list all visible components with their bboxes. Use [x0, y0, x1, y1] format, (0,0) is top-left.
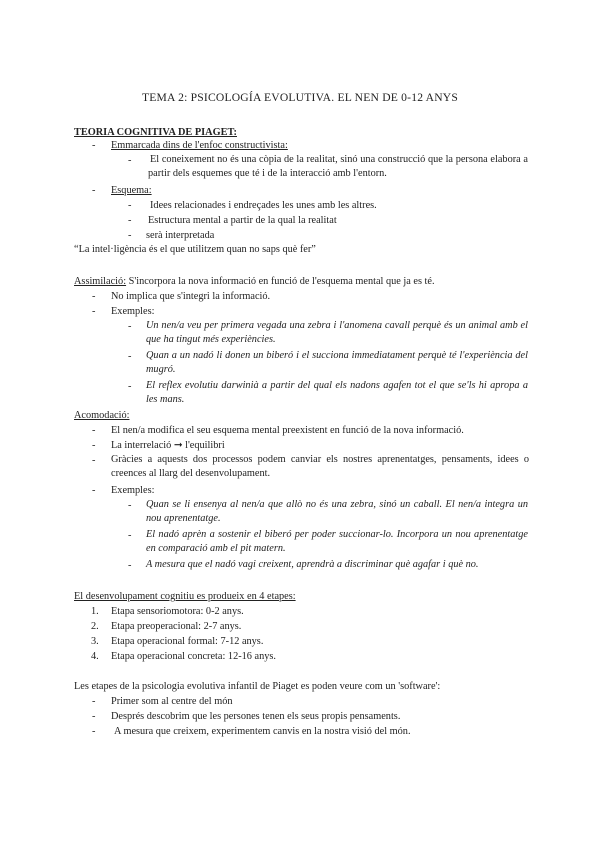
- acomodacio-example: A mesura que el nadó vagi creixent, aprendrà a discriminar què agafar i què no.: [146, 559, 479, 570]
- bullet-dash: -: [128, 230, 132, 241]
- etapa-number: 4.: [91, 651, 99, 662]
- bullet-dash: -: [92, 711, 96, 722]
- acomodacio-example: El nadó aprèn a sostenir el biberó per poder succionar-lo. Incorpora un nou aprenentatge en comparació amb el pit matern.: [146, 529, 528, 554]
- etapa-number: 1.: [91, 606, 99, 617]
- bullet-dash: -: [92, 455, 96, 466]
- acomodacio-example: Quan se li ensenya al nen/a que allò no és una zebra, sinó un caball. El nen/a integra un nou aprenentatge.: [146, 499, 528, 524]
- acomodacio-item: Exemples:: [111, 485, 155, 496]
- bullet-dash: -: [128, 560, 132, 571]
- etapa-text: Etapa sensoriomotora: 0-2 anys.: [111, 606, 244, 617]
- bullet-dash: -: [128, 321, 132, 332]
- assimilacio-text: S'incorpora la nova informació en funció de l'esquema mental que ja es té.: [126, 276, 435, 287]
- acomodacio-item: La interrelació ➞ l'equilibri: [111, 440, 225, 451]
- assimilacio-line: [74, 275, 435, 288]
- assimilacio-example: Un nen/a veu per primera vegada una zebra i l'anomena cavall perquè és un animal amb el que ha tingut més experiències.: [146, 320, 528, 345]
- assimilacio-label: Assimilació:: [74, 276, 127, 287]
- acomodacio-item: El nen/a modifica el seu esquema mental preexistent en funció de la nova informació.: [111, 425, 464, 436]
- etapa-number: 3.: [91, 636, 99, 647]
- assimilacio-item: No implica que s'integri la informació.: [111, 291, 271, 302]
- bullet-dash: -: [128, 155, 132, 166]
- quote: “La intel·ligència és el que utilitzem quan no saps què fer”: [74, 244, 316, 255]
- bullet-dash: -: [128, 381, 132, 392]
- etapa-text: Etapa preoperacional: 2-7 anys.: [111, 621, 242, 632]
- bullet-dash: -: [92, 696, 96, 707]
- assimilacio-example: Quan a un nadó li donen un biberó i el succiona immediatament perquè té l'experiència del mugró.: [146, 350, 528, 375]
- enfoc-label: Emmarcada dins de l'enfoc constructivista:: [111, 140, 288, 151]
- bullet-dash: -: [128, 215, 132, 226]
- bullet-dash: -: [92, 185, 96, 196]
- software-item: A mesura que creixem, experimentem canvis en la nostra visió del món.: [114, 726, 411, 737]
- software-item: Primer som al centre del món: [111, 696, 233, 707]
- assimilacio-item: Exemples:: [111, 306, 155, 317]
- esquema-item: Estructura mental a partir de la qual la realitat: [148, 215, 337, 226]
- esquema-label: Esquema:: [111, 185, 152, 196]
- bullet-dash: -: [92, 425, 96, 436]
- bullet-dash: -: [128, 500, 132, 511]
- teoria-heading: TEORIA COGNITIVA DE PIAGET:: [74, 127, 237, 138]
- etapa-text: Etapa operacional formal: 7-12 anys.: [111, 636, 264, 647]
- bullet-dash: -: [128, 200, 132, 211]
- etapa-text: Etapa operacional concreta: 12-16 anys.: [111, 651, 276, 662]
- software-item: Després descobrim que les persones tenen els seus propis pensaments.: [111, 711, 401, 722]
- bullet-dash: -: [92, 726, 96, 737]
- acomodacio-label: Acomodació:: [74, 410, 130, 421]
- acomodacio-item: Gràcies a aquests dos processos podem canviar els nostres aprenentatges, pensaments, idees o creences al llarg del desenvolupament.: [111, 454, 529, 479]
- assimilacio-example: El reflex evolutiu darwinià a partir del qual els nadons agafen tot el que se'ls hi apropa a les mans.: [146, 380, 528, 405]
- enfoc-text: El coneixement no és una còpia de la realitat, sinó una construcció que la persona elabora a partir dels esquemes que té i de la interacció amb l'entorn.: [148, 154, 528, 179]
- page-title: TEMA 2: PSICOLOGÍA EVOLUTIVA. EL NEN DE 0-12 ANYS: [141, 91, 459, 104]
- software-intro: Les etapes de la psicologia evolutiva infantil de Piaget es poden veure com un 'software':: [74, 681, 441, 692]
- esquema-item: Idees relacionades i endreçades les unes amb les altres.: [150, 200, 377, 211]
- bullet-dash: -: [92, 291, 96, 302]
- bullet-dash: -: [92, 140, 96, 151]
- etapa-number: 2.: [91, 621, 99, 632]
- bullet-dash: -: [128, 530, 132, 541]
- bullet-dash: -: [92, 306, 96, 317]
- bullet-dash: -: [92, 485, 96, 496]
- etapes-heading: El desenvolupament cognitiu es produeix en 4 etapes:: [74, 591, 296, 602]
- bullet-dash: -: [92, 440, 96, 451]
- bullet-dash: -: [128, 351, 132, 362]
- esquema-item: serà interpretada: [146, 230, 215, 241]
